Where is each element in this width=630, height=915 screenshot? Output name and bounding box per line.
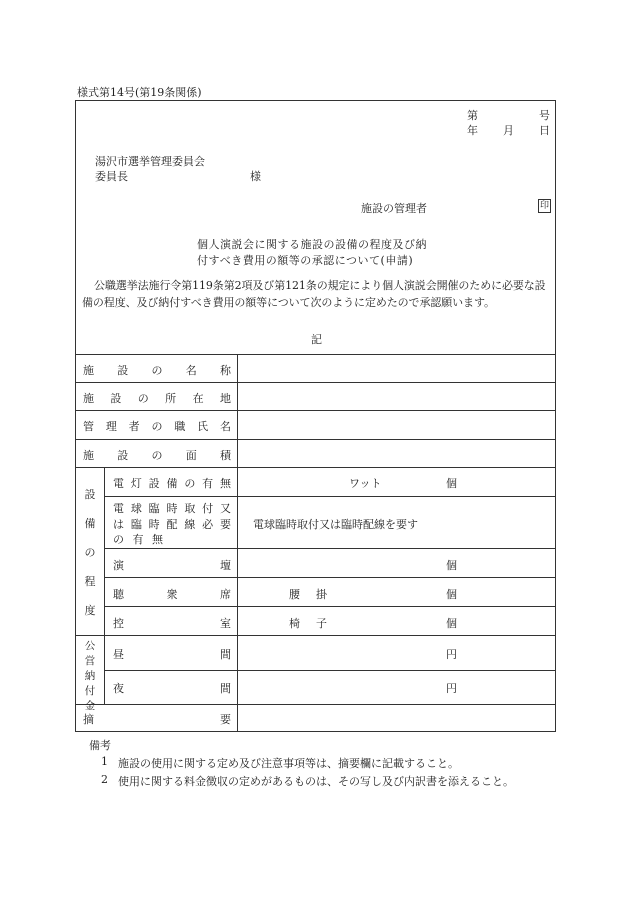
char: 営	[84, 655, 96, 667]
char: 金	[84, 700, 96, 712]
number-prefix: 第	[467, 109, 478, 122]
honorific: 様	[250, 170, 261, 183]
date-month: 月	[503, 124, 514, 137]
table-line	[104, 606, 556, 607]
char: の	[184, 477, 196, 490]
date-day: 日	[539, 124, 550, 137]
table-line	[104, 467, 105, 704]
watt-unit: ワット	[349, 477, 382, 490]
title-line-1: 個人演説会に関する施設の設備の程度及び納	[197, 238, 427, 251]
yen-unit: 円	[446, 648, 457, 661]
char: 壇	[220, 559, 231, 572]
char: の	[151, 364, 163, 377]
notes-heading: 備考	[89, 739, 111, 752]
ki-label: 記	[311, 333, 322, 346]
char: 者	[128, 420, 140, 433]
char: 程	[84, 575, 96, 588]
char: 所	[165, 392, 177, 405]
char: 納	[84, 670, 96, 682]
char: 施	[83, 392, 94, 405]
equipment-group-label	[83, 486, 97, 618]
char: 時	[148, 518, 160, 531]
facility-manager-label: 施設の管理者	[361, 202, 427, 215]
remarks-label	[83, 711, 231, 727]
table-line	[237, 354, 238, 732]
char: 設	[84, 488, 96, 501]
char: は	[113, 518, 124, 531]
char: 間	[220, 682, 231, 695]
char: 備	[84, 517, 96, 530]
char: 称	[220, 364, 231, 377]
title-line-2: 付すべき費用の額等の承認について(申請)	[197, 254, 414, 267]
temp-wiring-label-3	[113, 531, 163, 547]
char: 配	[166, 518, 178, 531]
chair-title: 委員長	[95, 170, 128, 183]
char: 要	[220, 713, 231, 726]
char: 昼	[113, 648, 124, 661]
char: 臨	[148, 502, 160, 515]
char: 面	[185, 449, 197, 462]
nighttime-label	[113, 680, 231, 696]
temp-wiring-label-2	[113, 516, 231, 532]
count-unit: 個	[446, 477, 457, 490]
char: 氏	[197, 420, 209, 433]
committee-name: 湯沢市選挙管理委員会	[95, 155, 205, 168]
temp-wiring-value: 電球臨時取付又は臨時配線を要す	[253, 518, 418, 531]
char: 無	[152, 533, 163, 546]
char: 付	[202, 502, 214, 515]
temp-wiring-label-1	[113, 500, 231, 516]
waiting-room-label	[113, 615, 231, 631]
char: 腰	[289, 588, 300, 601]
char: 球	[130, 502, 142, 515]
bench-seats-label	[289, 586, 327, 602]
daytime-label	[113, 646, 231, 662]
char: 理	[105, 420, 117, 433]
table-line	[75, 467, 556, 468]
char: 時	[166, 502, 178, 515]
char: 施	[83, 364, 94, 377]
fee-group-label	[83, 638, 97, 712]
table-line	[75, 354, 556, 355]
char: 設	[117, 364, 129, 377]
row-label-manager	[83, 418, 231, 434]
char: 有	[202, 477, 214, 490]
char: 演	[113, 559, 124, 572]
char: 在	[192, 392, 204, 405]
char: 有	[132, 533, 144, 546]
char: 備	[166, 477, 178, 490]
char: 要	[219, 518, 231, 531]
char: 施	[83, 449, 94, 462]
char: 取	[184, 502, 196, 515]
char: 公	[84, 640, 96, 652]
char: の	[151, 420, 163, 433]
char: 掛	[316, 588, 327, 601]
count-unit: 個	[446, 559, 457, 572]
note-2-text: 使用に関する料金徴収の定めがあるものは、その写し及び内訳書を添えること。	[118, 775, 514, 788]
row-label-facility-location	[83, 390, 231, 406]
seal-mark: 印	[539, 201, 549, 211]
char: 臨	[130, 518, 142, 531]
count-unit: 個	[446, 588, 457, 601]
form-id: 様式第14号(第19条関係)	[77, 86, 202, 99]
char: 灯	[130, 477, 142, 490]
char: 付	[84, 685, 96, 697]
table-line	[104, 577, 556, 578]
char: の	[137, 392, 149, 405]
char: 夜	[113, 682, 124, 695]
application-form-frame	[75, 100, 556, 732]
date-year: 年	[467, 124, 478, 137]
char: 管	[83, 420, 94, 433]
table-line	[75, 439, 556, 440]
char: 名	[219, 420, 231, 433]
note-2-number: 2	[101, 773, 108, 786]
table-line	[75, 382, 556, 383]
table-line	[104, 670, 556, 671]
audience-seats-label	[113, 586, 231, 602]
yen-unit: 円	[446, 682, 457, 695]
table-line	[75, 704, 556, 705]
char: 席	[220, 588, 231, 601]
char: 室	[220, 617, 231, 630]
podium-label	[113, 557, 231, 573]
note-1-text: 施設の使用に関する定め及び注意事項等は、摘要欄に記載すること。	[118, 757, 459, 770]
char: 設	[117, 449, 129, 462]
char: 衆	[166, 588, 178, 601]
count-unit: 個	[446, 617, 457, 630]
char: 又	[219, 502, 231, 515]
char: 摘	[83, 713, 94, 726]
table-line	[75, 410, 556, 411]
char: の	[151, 449, 163, 462]
char: 度	[84, 604, 96, 617]
char: 設	[148, 477, 160, 490]
row-label-facility-name	[83, 362, 231, 378]
number-suffix: 号	[539, 109, 550, 122]
char: 間	[220, 648, 231, 661]
char: 電	[113, 477, 124, 490]
chairs-label	[289, 615, 327, 631]
char: 名	[185, 364, 197, 377]
char: 子	[316, 617, 327, 630]
note-1-number: 1	[101, 755, 108, 768]
table-line	[75, 635, 556, 636]
char: 聴	[113, 588, 124, 601]
char: の	[84, 546, 96, 559]
char: 電	[113, 502, 124, 515]
table-line	[104, 496, 556, 497]
char: 無	[219, 477, 231, 490]
char: 設	[110, 392, 122, 405]
char: 職	[174, 420, 186, 433]
body-text: 公職選挙法施行令第119条第2項及び第121条の規定により個人演説会開催のために必要な設備の程度、及び納付すべき費用の額等について次のように定めたので承認願います。	[82, 279, 546, 309]
table-line	[104, 548, 556, 549]
char: 必	[202, 518, 214, 531]
char: 地	[219, 392, 231, 405]
char: 積	[220, 449, 231, 462]
char: の	[113, 533, 124, 546]
row-label-facility-area	[83, 447, 231, 463]
char: 椅	[289, 617, 300, 630]
char: 控	[113, 617, 124, 630]
electric-lighting-label	[113, 475, 231, 491]
char: 線	[184, 518, 196, 531]
